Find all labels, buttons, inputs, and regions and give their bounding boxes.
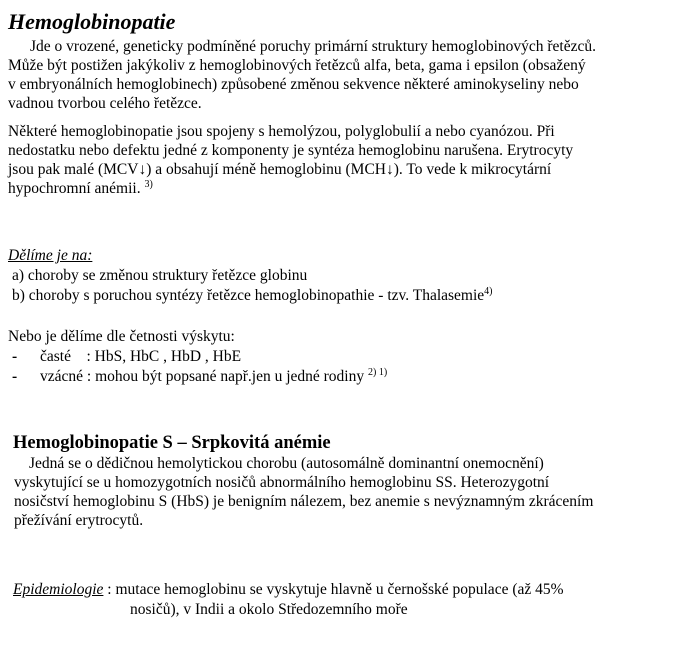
epidemiology-line — [13, 580, 564, 599]
sickle-cell-paragraph — [14, 454, 690, 530]
symptoms-line: Některé hemoglobinopatie jsou spojeny s hemolýzou, polyglobulií a nebo cyanózou. Při — [8, 123, 555, 140]
intro-paragraph — [8, 37, 688, 113]
list-item — [12, 266, 493, 286]
symptoms-line: jsou pak malé (MCV↓) a obsahují méně hemoglobinu (MCH↓). To vede k mikrocytární — [8, 161, 552, 178]
intro-line: Může být postižen jakýkoliv z hemoglobinových řetězců alfa, beta, gama i epsilon (obsažený — [8, 57, 586, 74]
sickle-line: přežívání erytrocytů. — [14, 512, 144, 529]
epidemiology-label: Epidemiologie — [13, 581, 104, 598]
list-item-text: b) choroby s poruchou syntézy řetězce hemoglobinopathie - tzv. Thalasemie — [12, 287, 485, 304]
symptoms-text: hypochromní anémii. — [8, 180, 141, 197]
list-item-text: časté : HbS, HbC , HbD , HbE — [40, 348, 242, 365]
reference-superscript: 2) 1) — [368, 366, 388, 378]
intro-line: Jde o vrozené, geneticky podmíněné poruchy primární struktury hemoglobinových řetězců. — [30, 38, 597, 55]
symptoms-line: nedostatku nebo defektu jedné z komponenty je syntéza hemoglobinu narušena. Erytrocyty — [8, 142, 574, 159]
intro-line: vadnou tvorbou celého řetězce. — [8, 95, 202, 112]
frequency-list — [8, 347, 387, 387]
page-title: Hemoglobinopatie — [8, 9, 176, 34]
frequency-intro: Nebo je dělíme dle četnosti výskytu: — [8, 328, 235, 345]
list-item-text: a) choroby se změnou struktury řetězce globinu — [12, 267, 308, 284]
list-dash: - — [12, 368, 18, 385]
list-item — [12, 286, 493, 306]
symptoms-line — [8, 179, 688, 198]
reference-superscript: 4) — [484, 285, 493, 297]
reference-superscript: 3) — [144, 178, 153, 190]
sickle-line: Jedná se o dědičnou hemolytickou chorobu (autosomálně dominantní onemocnění) — [29, 455, 544, 472]
sickle-line: vyskytující se u homozygotních nosičů abnormálního hemoglobinu SS. Heterozygotní — [14, 474, 550, 491]
list-item-text: vzácné : mohou být popsané např.jen u jedné rodiny — [40, 368, 365, 385]
division-list — [12, 266, 493, 306]
section-heading: Hemoglobinopatie S – Srpkovitá anémie — [13, 433, 331, 453]
symptoms-paragraph — [8, 122, 688, 198]
list-item — [8, 347, 387, 367]
list-item — [8, 367, 387, 387]
epidemiology-text: : mutace hemoglobinu se vyskytuje hlavně u černošské populace (až 45% — [103, 581, 564, 598]
sickle-line: nosičství hemoglobinu S (HbS) je benigním nálezem, bez anemie s nevýznamným zkrácením — [14, 493, 594, 510]
list-dash: - — [12, 348, 18, 365]
epidemiology-continuation: nosičů), v Indii a okolo Středozemního moře — [130, 601, 408, 618]
intro-line: v embryonálních hemoglobinech) způsobené změnou sekvence některé aminokyseliny nebo — [8, 76, 579, 93]
division-label: Dělíme je na: — [8, 247, 93, 264]
